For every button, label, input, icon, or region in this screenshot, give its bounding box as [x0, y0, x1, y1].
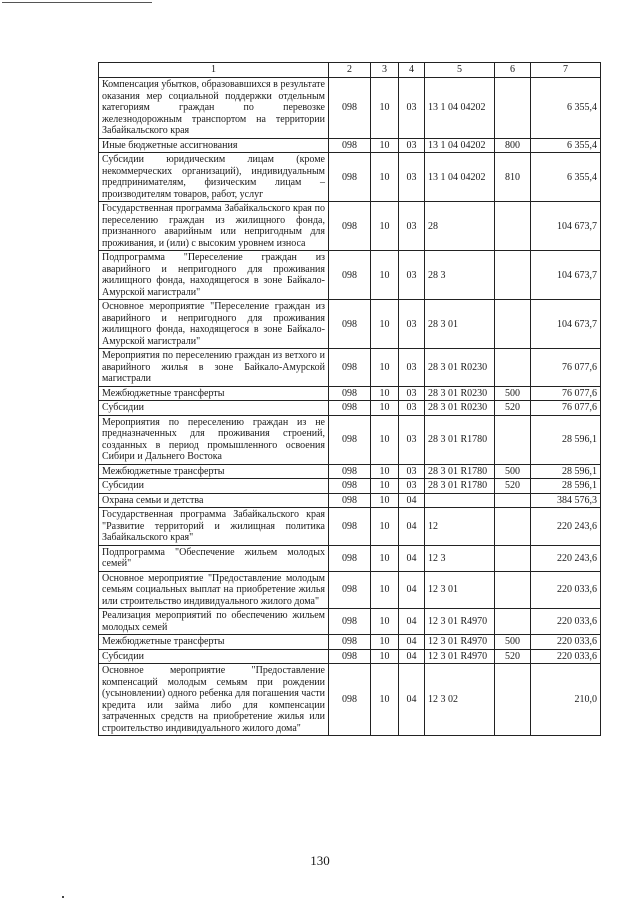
amount: 220 243,6	[531, 545, 601, 571]
target-article-code: 28	[425, 202, 495, 251]
target-article-code: 12 3 01	[425, 571, 495, 609]
section-code: 10	[371, 386, 399, 401]
target-article-code: 28 3 01 R0230	[425, 349, 495, 387]
target-article-code: 28 3 01 R0230	[425, 386, 495, 401]
section-code: 10	[371, 609, 399, 635]
subsection-code: 04	[399, 571, 425, 609]
amount: 76 077,6	[531, 386, 601, 401]
section-code: 10	[371, 664, 399, 736]
ministry-code: 098	[329, 649, 371, 664]
item-description: Государственная программа Забайкальского края по переселению граждан из жилищного фонда, признанного аварийным или непригодным для проживания, и (или) с высоким уровнем износа	[99, 202, 329, 251]
table-row	[99, 251, 601, 300]
item-description: Государственная программа Забайкальского края "Развитие территорий и жилищная политика Забайкальского края"	[99, 508, 329, 546]
ministry-code: 098	[329, 386, 371, 401]
target-article-code: 12 3 01 R4970	[425, 635, 495, 650]
section-code: 10	[371, 300, 399, 349]
subsection-code: 03	[399, 349, 425, 387]
section-code: 10	[371, 78, 399, 139]
item-description: Иные бюджетные ассигнования	[99, 138, 329, 153]
ministry-code: 098	[329, 415, 371, 464]
expense-type-code	[495, 508, 531, 546]
subsection-code: 03	[399, 464, 425, 479]
ministry-code: 098	[329, 545, 371, 571]
subsection-code: 04	[399, 649, 425, 664]
subsection-code: 03	[399, 300, 425, 349]
expense-type-code	[495, 609, 531, 635]
amount: 6 355,4	[531, 153, 601, 202]
item-description: Основное мероприятие "Предоставление молодым семьям социальных выплат на приобретение жилья или строительство индивидуального жилого дома"	[99, 571, 329, 609]
section-code: 10	[371, 251, 399, 300]
subsection-code: 04	[399, 664, 425, 736]
expense-type-code: 520	[495, 479, 531, 494]
item-description: Межбюджетные трансферты	[99, 635, 329, 650]
amount: 220 033,6	[531, 649, 601, 664]
ministry-code: 098	[329, 508, 371, 546]
subsection-code: 03	[399, 138, 425, 153]
table-row	[99, 649, 601, 664]
subsection-code: 03	[399, 415, 425, 464]
item-description: Основное мероприятие "Переселение граждан из аварийного и непригодного для проживания жилищного фонда, находящегося в зоне Байкало-Амурской магистрали"	[99, 300, 329, 349]
table-row	[99, 493, 601, 508]
amount: 28 596,1	[531, 479, 601, 494]
ministry-code: 098	[329, 349, 371, 387]
ministry-code: 098	[329, 300, 371, 349]
item-description: Реализация мероприятий по обеспечению жильем молодых семей	[99, 609, 329, 635]
item-description: Межбюджетные трансферты	[99, 386, 329, 401]
amount: 220 033,6	[531, 635, 601, 650]
page-number: 130	[310, 853, 330, 868]
amount: 104 673,7	[531, 251, 601, 300]
item-description: Подпрограмма "Переселение граждан из аварийного и непригодного для проживания жилищного фонда, находящегося в зоне Байкало-Амурской магистрали"	[99, 251, 329, 300]
ministry-code: 098	[329, 153, 371, 202]
item-description: Компенсация убытков, образовавшихся в результате оказания мер социальной поддержки отдельным категориям граждан по перевозке железнодорожным транспортом на территории Забайкальского края	[99, 78, 329, 139]
ministry-code: 098	[329, 571, 371, 609]
expense-type-code	[495, 251, 531, 300]
expense-type-code	[495, 415, 531, 464]
scan-speck	[62, 896, 64, 898]
table-row	[99, 609, 601, 635]
expense-type-code	[495, 349, 531, 387]
subsection-code: 04	[399, 493, 425, 508]
expense-type-code	[495, 300, 531, 349]
table-row	[99, 78, 601, 139]
ministry-code: 098	[329, 664, 371, 736]
section-code: 10	[371, 479, 399, 494]
header-cell: 5	[425, 63, 495, 78]
table-row	[99, 415, 601, 464]
subsection-code: 04	[399, 545, 425, 571]
section-code: 10	[371, 545, 399, 571]
header-cell: 1	[99, 63, 329, 78]
ministry-code: 098	[329, 78, 371, 139]
table-row	[99, 464, 601, 479]
amount: 220 033,6	[531, 571, 601, 609]
item-description: Охрана семьи и детства	[99, 493, 329, 508]
item-description: Субсидии	[99, 401, 329, 416]
ministry-code: 098	[329, 479, 371, 494]
budget-table	[98, 62, 601, 736]
amount: 6 355,4	[531, 138, 601, 153]
subsection-code: 03	[399, 386, 425, 401]
header-cell: 2	[329, 63, 371, 78]
amount: 28 596,1	[531, 464, 601, 479]
expense-type-code: 520	[495, 401, 531, 416]
target-article-code: 28 3 01 R1780	[425, 479, 495, 494]
section-code: 10	[371, 635, 399, 650]
expense-type-code	[495, 571, 531, 609]
ministry-code: 098	[329, 251, 371, 300]
section-code: 10	[371, 138, 399, 153]
amount: 104 673,7	[531, 300, 601, 349]
subsection-code: 03	[399, 251, 425, 300]
table-row	[99, 545, 601, 571]
amount: 384 576,3	[531, 493, 601, 508]
ministry-code: 098	[329, 635, 371, 650]
item-description: Мероприятия по переселению граждан из ветхого и аварийного жилья в зоне Байкало-Амурской магистрали	[99, 349, 329, 387]
section-code: 10	[371, 649, 399, 664]
target-article-code	[425, 493, 495, 508]
item-description: Субсидии	[99, 479, 329, 494]
table-row	[99, 202, 601, 251]
target-article-code: 28 3 01 R1780	[425, 415, 495, 464]
table-row	[99, 386, 601, 401]
header-cell: 7	[531, 63, 601, 78]
ministry-code: 098	[329, 609, 371, 635]
ministry-code: 098	[329, 138, 371, 153]
expense-type-code: 500	[495, 386, 531, 401]
expense-type-code: 520	[495, 649, 531, 664]
section-code: 10	[371, 202, 399, 251]
subsection-code: 03	[399, 153, 425, 202]
table-row	[99, 479, 601, 494]
ministry-code: 098	[329, 464, 371, 479]
target-article-code: 12 3	[425, 545, 495, 571]
target-article-code: 28 3 01	[425, 300, 495, 349]
table-row	[99, 300, 601, 349]
target-article-code: 12	[425, 508, 495, 546]
header-cell: 4	[399, 63, 425, 78]
table-row	[99, 571, 601, 609]
table-row	[99, 153, 601, 202]
section-code: 10	[371, 401, 399, 416]
target-article-code: 12 3 02	[425, 664, 495, 736]
target-article-code: 13 1 04 04202	[425, 153, 495, 202]
table-row	[99, 401, 601, 416]
section-code: 10	[371, 349, 399, 387]
item-description: Субсидии юридическим лицам (кроме некоммерческих организаций), индивидуальным предпринимателям, физическим лицам – производителям товаров, работ, услуг	[99, 153, 329, 202]
amount: 220 243,6	[531, 508, 601, 546]
target-article-code: 12 3 01 R4970	[425, 649, 495, 664]
section-code: 10	[371, 571, 399, 609]
section-code: 10	[371, 415, 399, 464]
amount: 76 077,6	[531, 401, 601, 416]
subsection-code: 04	[399, 609, 425, 635]
section-code: 10	[371, 508, 399, 546]
table-row	[99, 508, 601, 546]
expense-type-code	[495, 202, 531, 251]
target-article-code: 28 3 01 R0230	[425, 401, 495, 416]
amount: 220 033,6	[531, 609, 601, 635]
item-description: Мероприятия по переселению граждан из не предназначенных для проживания строений, созданных в период промышленного освоения Сибири и Дальнего Востока	[99, 415, 329, 464]
header-cell: 6	[495, 63, 531, 78]
subsection-code: 04	[399, 508, 425, 546]
amount: 6 355,4	[531, 78, 601, 139]
expense-type-code	[495, 664, 531, 736]
table-body	[99, 78, 601, 736]
top-rule	[2, 2, 152, 3]
header-row	[99, 63, 601, 78]
target-article-code: 12 3 01 R4970	[425, 609, 495, 635]
subsection-code: 03	[399, 479, 425, 494]
subsection-code: 03	[399, 401, 425, 416]
amount: 76 077,6	[531, 349, 601, 387]
section-code: 10	[371, 493, 399, 508]
expense-type-code: 810	[495, 153, 531, 202]
target-article-code: 13 1 04 04202	[425, 78, 495, 139]
expense-type-code: 800	[495, 138, 531, 153]
target-article-code: 13 1 04 04202	[425, 138, 495, 153]
section-code: 10	[371, 464, 399, 479]
subsection-code: 03	[399, 78, 425, 139]
ministry-code: 098	[329, 493, 371, 508]
table-row	[99, 138, 601, 153]
item-description: Основное мероприятие "Предоставление компенсаций молодым семьям при рождении (усыновлении) одного ребенка для погашения части кредита или займа либо для компенсации затраченных средств на приобретение жилья или строительство индивидуального жилого дома"	[99, 664, 329, 736]
header-cell: 3	[371, 63, 399, 78]
subsection-code: 03	[399, 202, 425, 251]
target-article-code: 28 3 01 R1780	[425, 464, 495, 479]
ministry-code: 098	[329, 202, 371, 251]
ministry-code: 098	[329, 401, 371, 416]
expense-type-code	[495, 493, 531, 508]
item-description: Субсидии	[99, 649, 329, 664]
table-row	[99, 664, 601, 736]
item-description: Межбюджетные трансферты	[99, 464, 329, 479]
expense-type-code: 500	[495, 464, 531, 479]
amount: 210,0	[531, 664, 601, 736]
amount: 28 596,1	[531, 415, 601, 464]
section-code: 10	[371, 153, 399, 202]
table-row	[99, 349, 601, 387]
table-row	[99, 635, 601, 650]
subsection-code: 04	[399, 635, 425, 650]
target-article-code: 28 3	[425, 251, 495, 300]
expense-type-code	[495, 545, 531, 571]
item-description: Подпрограмма "Обеспечение жильем молодых семей"	[99, 545, 329, 571]
amount: 104 673,7	[531, 202, 601, 251]
expense-type-code	[495, 78, 531, 139]
expense-type-code: 500	[495, 635, 531, 650]
